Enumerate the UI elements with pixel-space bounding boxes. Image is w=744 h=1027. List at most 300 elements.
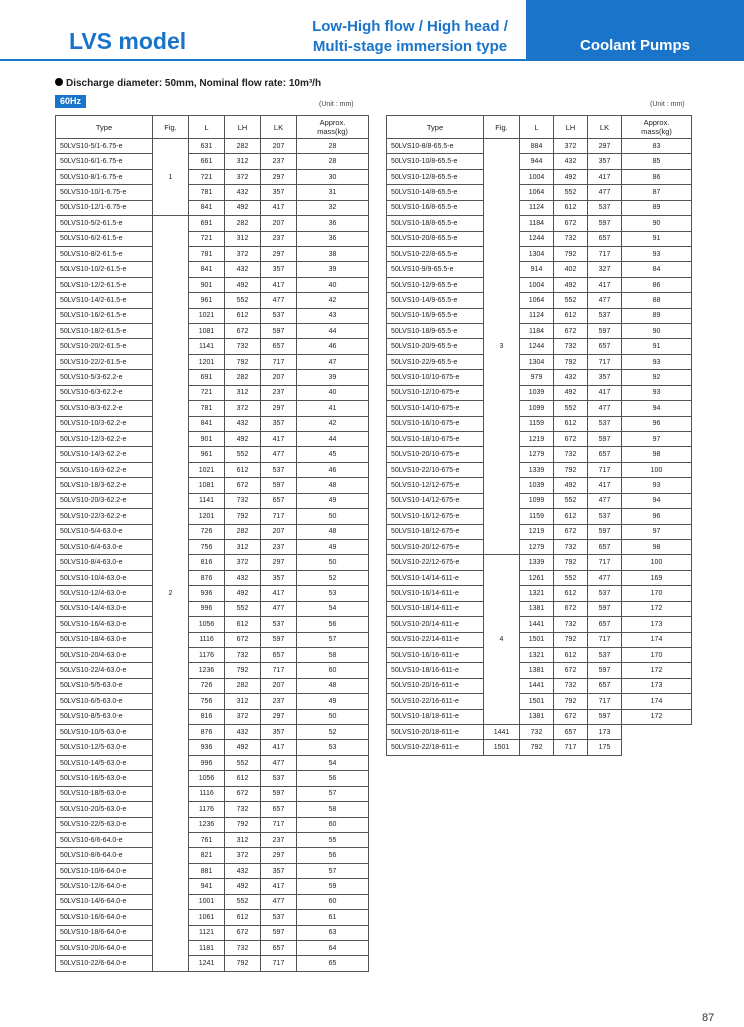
l-cell: 1501 [520, 694, 554, 709]
lh-cell: 732 [225, 493, 261, 508]
type-cell: 50LVS10-14/6-64.0-e [56, 894, 153, 909]
table-row [56, 339, 369, 354]
unit-note-right: (Unit : mm) [650, 101, 685, 108]
table-row [387, 262, 692, 277]
type-cell: 50LVS10-14/10-675-e [387, 401, 484, 416]
l-cell: 756 [189, 539, 225, 554]
type-cell: 50LVS10-22/12-675-e [387, 555, 484, 570]
mass-cell: 63 [297, 925, 369, 940]
mass-cell: 94 [622, 401, 692, 416]
lk-cell: 657 [261, 647, 297, 662]
table-row [56, 709, 369, 724]
lh-cell: 552 [554, 570, 588, 585]
lh-cell: 282 [225, 678, 261, 693]
table-row [56, 169, 369, 184]
type-cell: 50LVS10-5/3-62.2-e [56, 370, 153, 385]
lk-cell: 357 [261, 570, 297, 585]
table-row [387, 231, 692, 246]
l-cell: 1236 [189, 817, 225, 832]
lk-cell: 237 [261, 231, 297, 246]
l-cell: 944 [520, 154, 554, 169]
lk-cell: 417 [588, 277, 622, 292]
lh-cell: 672 [554, 601, 588, 616]
l-cell: 1441 [484, 725, 520, 740]
table-row [56, 848, 369, 863]
type-cell: 50LVS10-10/4-63.0-e [56, 570, 153, 585]
lk-cell: 237 [261, 694, 297, 709]
mass-cell: 39 [297, 262, 369, 277]
table-row [387, 462, 692, 477]
lh-cell: 732 [554, 231, 588, 246]
l-cell: 726 [189, 678, 225, 693]
type-cell: 50LVS10-20/10-675-e [387, 447, 484, 462]
mass-cell: 89 [622, 308, 692, 323]
table-row [56, 493, 369, 508]
table-row [56, 277, 369, 292]
mass-cell: 58 [297, 647, 369, 662]
lk-cell: 357 [261, 725, 297, 740]
table-row [387, 308, 692, 323]
header-subtitle [260, 17, 560, 57]
mass-cell: 93 [622, 354, 692, 369]
table-row [387, 354, 692, 369]
mass-cell: 52 [297, 725, 369, 740]
l-cell: 1004 [520, 169, 554, 184]
spec-table-right [386, 115, 692, 756]
table-row [387, 401, 692, 416]
type-cell: 50LVS10-12/1-6.75-e [56, 200, 153, 215]
type-cell: 50LVS10-16/16-611-e [387, 647, 484, 662]
table-row [56, 617, 369, 632]
type-cell: 50LVS10-12/8-65.5-e [387, 169, 484, 184]
type-cell: 50LVS10-16/9-65.5-e [387, 308, 484, 323]
lk-cell: 597 [588, 524, 622, 539]
type-cell: 50LVS10-16/3-62.2-e [56, 462, 153, 477]
model-title: LVS model [69, 28, 187, 54]
col-header-lh: LH [225, 116, 261, 139]
lk-cell: 717 [588, 354, 622, 369]
lk-cell: 597 [588, 709, 622, 724]
table-row [56, 200, 369, 215]
table-row [56, 462, 369, 477]
lh-cell: 282 [225, 139, 261, 154]
l-cell: 1184 [520, 216, 554, 231]
type-cell: 50LVS10-9/9-65.5-e [387, 262, 484, 277]
l-cell: 901 [189, 277, 225, 292]
table-row [56, 416, 369, 431]
type-cell: 50LVS10-16/10-675-e [387, 416, 484, 431]
lh-cell: 282 [225, 370, 261, 385]
mass-cell: 86 [622, 169, 692, 184]
lk-cell: 207 [261, 216, 297, 231]
mass-cell: 93 [622, 385, 692, 400]
type-cell: 50LVS10-5/5-63.0-e [56, 678, 153, 693]
l-cell: 1141 [189, 339, 225, 354]
lh-cell: 732 [225, 339, 261, 354]
lk-cell: 417 [261, 879, 297, 894]
mass-cell: 90 [622, 216, 692, 231]
l-cell: 901 [189, 432, 225, 447]
l-cell: 1061 [189, 910, 225, 925]
lk-cell: 417 [261, 740, 297, 755]
l-cell: 936 [189, 586, 225, 601]
type-cell: 50LVS10-14/2-61.5-e [56, 293, 153, 308]
type-cell: 50LVS10-8/2-61.5-e [56, 246, 153, 261]
l-cell: 816 [189, 555, 225, 570]
lh-cell: 312 [225, 385, 261, 400]
lh-cell: 792 [225, 509, 261, 524]
l-cell: 1099 [520, 401, 554, 416]
lk-cell: 537 [261, 617, 297, 632]
lk-cell: 357 [261, 416, 297, 431]
lh-cell: 372 [225, 169, 261, 184]
mass-cell: 53 [297, 586, 369, 601]
lh-cell: 492 [554, 385, 588, 400]
lk-cell: 237 [261, 385, 297, 400]
mass-cell: 44 [297, 324, 369, 339]
mass-cell: 46 [297, 462, 369, 477]
type-cell: 50LVS10-12/2-61.5-e [56, 277, 153, 292]
lh-cell: 612 [225, 771, 261, 786]
subtitle-line-2: Multi-stage immersion type [312, 38, 508, 55]
type-cell: 50LVS10-18/8-65.5-e [387, 216, 484, 231]
table-row [56, 370, 369, 385]
mass-cell: 36 [297, 231, 369, 246]
l-cell: 1021 [189, 308, 225, 323]
mass-cell: 48 [297, 478, 369, 493]
type-cell: 50LVS10-18/10-675-e [387, 432, 484, 447]
type-cell: 50LVS10-12/12-675-e [387, 478, 484, 493]
lk-cell: 717 [588, 632, 622, 647]
l-cell: 721 [189, 231, 225, 246]
lh-cell: 732 [554, 447, 588, 462]
lk-cell: 297 [588, 139, 622, 154]
type-cell: 50LVS10-22/5-63.0-e [56, 817, 153, 832]
lh-cell: 432 [225, 416, 261, 431]
mass-cell: 54 [297, 601, 369, 616]
type-cell: 50LVS10-6/1-6.75-e [56, 154, 153, 169]
lh-cell: 672 [554, 524, 588, 539]
table-row [56, 154, 369, 169]
type-cell: 50LVS10-6/6-64.0-e [56, 832, 153, 847]
type-cell: 50LVS10-10/8-65.5-e [387, 154, 484, 169]
l-cell: 1021 [189, 462, 225, 477]
col-header-mass [297, 116, 369, 139]
table-row [56, 293, 369, 308]
lk-cell: 477 [588, 293, 622, 308]
bullet-icon [55, 78, 63, 86]
lk-cell: 657 [588, 231, 622, 246]
lh-cell: 552 [554, 493, 588, 508]
table-row [56, 817, 369, 832]
table-row [387, 339, 692, 354]
lh-cell: 612 [554, 308, 588, 323]
l-cell: 1039 [520, 385, 554, 400]
l-cell: 661 [189, 154, 225, 169]
type-cell: 50LVS10-20/2-61.5-e [56, 339, 153, 354]
l-cell: 1321 [520, 647, 554, 662]
type-cell: 50LVS10-14/3-62.2-e [56, 447, 153, 462]
lh-cell: 792 [554, 555, 588, 570]
lk-cell: 537 [588, 509, 622, 524]
mass-cell: 169 [622, 570, 692, 585]
lk-cell: 717 [261, 956, 297, 971]
type-cell: 50LVS10-16/5-63.0-e [56, 771, 153, 786]
type-cell: 50LVS10-18/3-62.2-e [56, 478, 153, 493]
type-cell: 50LVS10-20/8-65.5-e [387, 231, 484, 246]
type-cell: 50LVS10-22/6-64.0-e [56, 956, 153, 971]
lk-cell: 297 [261, 246, 297, 261]
type-cell: 50LVS10-16/4-63.0-e [56, 617, 153, 632]
mass-cell: 48 [297, 678, 369, 693]
l-cell: 1244 [520, 339, 554, 354]
type-cell: 50LVS10-5/2-61.5-e [56, 216, 153, 231]
mass-cell: 98 [622, 447, 692, 462]
l-cell: 1381 [520, 663, 554, 678]
lh-cell: 732 [225, 802, 261, 817]
lh-cell: 372 [225, 246, 261, 261]
l-cell: 781 [189, 401, 225, 416]
lk-cell: 597 [588, 663, 622, 678]
mass-cell: 172 [622, 663, 692, 678]
type-cell: 50LVS10-12/3-62.2-e [56, 432, 153, 447]
lh-cell: 372 [225, 401, 261, 416]
page-number: 87 [702, 1012, 715, 1024]
lk-cell: 717 [261, 817, 297, 832]
lh-cell: 492 [554, 169, 588, 184]
mass-cell: 40 [297, 277, 369, 292]
mass-cell: 174 [622, 694, 692, 709]
table-row [56, 632, 369, 647]
type-cell: 50LVS10-14/9-65.5-e [387, 293, 484, 308]
mass-cell: 96 [622, 509, 692, 524]
l-cell: 884 [520, 139, 554, 154]
mass-cell: 87 [622, 185, 692, 200]
table-row [56, 879, 369, 894]
mass-cell: 174 [622, 632, 692, 647]
lh-cell: 612 [225, 462, 261, 477]
lk-cell: 237 [261, 154, 297, 169]
lh-cell: 792 [554, 462, 588, 477]
type-cell: 50LVS10-10/10-675-e [387, 370, 484, 385]
table-row [387, 139, 692, 154]
spec-line [55, 78, 321, 89]
mass-cell: 173 [622, 678, 692, 693]
lk-cell: 717 [554, 740, 588, 755]
mass-cell: 55 [297, 832, 369, 847]
lh-cell: 672 [225, 478, 261, 493]
table-row [387, 185, 692, 200]
type-cell: 50LVS10-22/18-611-e [387, 740, 484, 755]
type-cell: 50LVS10-16/6-64.0-e [56, 910, 153, 925]
l-cell: 631 [189, 139, 225, 154]
table-row [56, 385, 369, 400]
table-row [387, 601, 692, 616]
mass-cell: 90 [622, 324, 692, 339]
mass-cell: 45 [297, 447, 369, 462]
col-header-l: L [189, 116, 225, 139]
l-cell: 816 [189, 709, 225, 724]
mass-header-line-1: Approx. [319, 118, 346, 127]
table-row [387, 694, 692, 709]
type-cell: 50LVS10-22/8-65.5-e [387, 246, 484, 261]
l-cell: 1501 [520, 632, 554, 647]
table-row [56, 262, 369, 277]
lh-cell: 732 [225, 647, 261, 662]
l-cell: 1116 [189, 632, 225, 647]
l-cell: 1176 [189, 802, 225, 817]
mass-cell: 83 [622, 139, 692, 154]
lk-cell: 717 [588, 555, 622, 570]
mass-cell: 172 [622, 601, 692, 616]
l-cell: 1236 [189, 663, 225, 678]
table-row [387, 200, 692, 215]
table-row [56, 586, 369, 601]
lk-cell: 417 [261, 432, 297, 447]
table-row [387, 493, 692, 508]
lh-cell: 552 [225, 755, 261, 770]
mass-cell: 173 [588, 725, 622, 740]
type-cell: 50LVS10-18/4-63.0-e [56, 632, 153, 647]
table-row [56, 910, 369, 925]
lh-cell: 732 [554, 539, 588, 554]
fig-cell: 1 [153, 139, 189, 216]
l-cell: 1441 [520, 617, 554, 632]
mass-cell: 100 [622, 462, 692, 477]
mass-cell: 43 [297, 308, 369, 323]
table-row [387, 216, 692, 231]
l-cell: 841 [189, 416, 225, 431]
type-cell: 50LVS10-20/14-611-e [387, 617, 484, 632]
l-cell: 936 [189, 740, 225, 755]
type-cell: 50LVS10-14/14-611-e [387, 570, 484, 585]
spec-table-left [55, 115, 369, 972]
mass-cell: 57 [297, 632, 369, 647]
l-cell: 1056 [189, 771, 225, 786]
mass-cell: 60 [297, 663, 369, 678]
type-cell: 50LVS10-20/16-611-e [387, 678, 484, 693]
lk-cell: 537 [261, 462, 297, 477]
mass-cell: 38 [297, 246, 369, 261]
table-row [56, 956, 369, 971]
mass-cell: 41 [297, 401, 369, 416]
mass-cell: 52 [297, 570, 369, 585]
l-cell: 841 [189, 262, 225, 277]
lh-cell: 372 [554, 139, 588, 154]
lh-cell: 552 [225, 293, 261, 308]
table-row [56, 925, 369, 940]
lh-cell: 492 [225, 277, 261, 292]
type-cell: 50LVS10-14/8-65.5-e [387, 185, 484, 200]
lk-cell: 657 [261, 940, 297, 955]
lk-cell: 537 [261, 910, 297, 925]
lk-cell: 477 [261, 894, 297, 909]
l-cell: 761 [189, 832, 225, 847]
l-cell: 1039 [520, 478, 554, 493]
lk-cell: 657 [261, 493, 297, 508]
mass-cell: 86 [622, 277, 692, 292]
table-row [56, 832, 369, 847]
table-row [56, 694, 369, 709]
type-cell: 50LVS10-18/5-63.0-e [56, 786, 153, 801]
type-cell: 50LVS10-10/2-61.5-e [56, 262, 153, 277]
lk-cell: 207 [261, 139, 297, 154]
type-cell: 50LVS10-8/3-62.2-e [56, 401, 153, 416]
table-row [56, 663, 369, 678]
l-cell: 979 [520, 370, 554, 385]
l-cell: 1279 [520, 447, 554, 462]
lk-cell: 597 [588, 432, 622, 447]
lk-cell: 357 [588, 370, 622, 385]
l-cell: 1099 [520, 493, 554, 508]
lk-cell: 597 [588, 601, 622, 616]
lk-cell: 597 [261, 324, 297, 339]
table-row [387, 432, 692, 447]
table-row [387, 663, 692, 678]
lh-cell: 672 [554, 432, 588, 447]
table-row [387, 447, 692, 462]
lh-cell: 612 [554, 647, 588, 662]
lk-cell: 237 [261, 539, 297, 554]
lk-cell: 297 [261, 401, 297, 416]
type-cell: 50LVS10-6/4-63.0-e [56, 539, 153, 554]
lk-cell: 297 [261, 848, 297, 863]
lh-cell: 792 [225, 663, 261, 678]
table-row [387, 709, 692, 724]
type-cell: 50LVS10-14/12-675-e [387, 493, 484, 508]
l-cell: 1201 [189, 509, 225, 524]
mass-cell: 49 [297, 694, 369, 709]
lk-cell: 657 [588, 447, 622, 462]
mass-cell: 32 [297, 200, 369, 215]
lh-cell: 312 [225, 231, 261, 246]
lh-cell: 672 [554, 324, 588, 339]
mass-header-line-2: mass(kg) [641, 127, 672, 136]
mass-cell: 88 [622, 293, 692, 308]
lk-cell: 657 [588, 617, 622, 632]
type-cell: 50LVS10-8/1-6.75-e [56, 169, 153, 184]
lk-cell: 357 [261, 863, 297, 878]
l-cell: 1056 [189, 617, 225, 632]
lh-cell: 282 [225, 216, 261, 231]
table-row [387, 169, 692, 184]
table-row [56, 185, 369, 200]
table-row [387, 740, 692, 755]
l-cell: 1001 [189, 894, 225, 909]
mass-cell: 56 [297, 771, 369, 786]
lk-cell: 657 [588, 539, 622, 554]
lh-cell: 732 [520, 725, 554, 740]
lh-cell: 612 [554, 586, 588, 601]
lh-cell: 282 [225, 524, 261, 539]
type-cell: 50LVS10-12/9-65.5-e [387, 277, 484, 292]
l-cell: 1241 [189, 956, 225, 971]
col-header-fig: Fig. [153, 116, 189, 139]
type-cell: 50LVS10-10/5-63.0-e [56, 725, 153, 740]
table-row [387, 647, 692, 662]
table-row [387, 570, 692, 585]
lh-cell: 432 [225, 185, 261, 200]
mass-header-line-2: mass(kg) [317, 127, 348, 136]
mass-cell: 47 [297, 354, 369, 369]
lk-cell: 537 [261, 771, 297, 786]
lh-cell: 432 [225, 570, 261, 585]
lh-cell: 672 [554, 709, 588, 724]
l-cell: 996 [189, 755, 225, 770]
type-cell: 50LVS10-18/14-611-e [387, 601, 484, 616]
type-cell: 50LVS10-8/5-63.0-e [56, 709, 153, 724]
type-cell: 50LVS10-20/6-64.0-e [56, 940, 153, 955]
